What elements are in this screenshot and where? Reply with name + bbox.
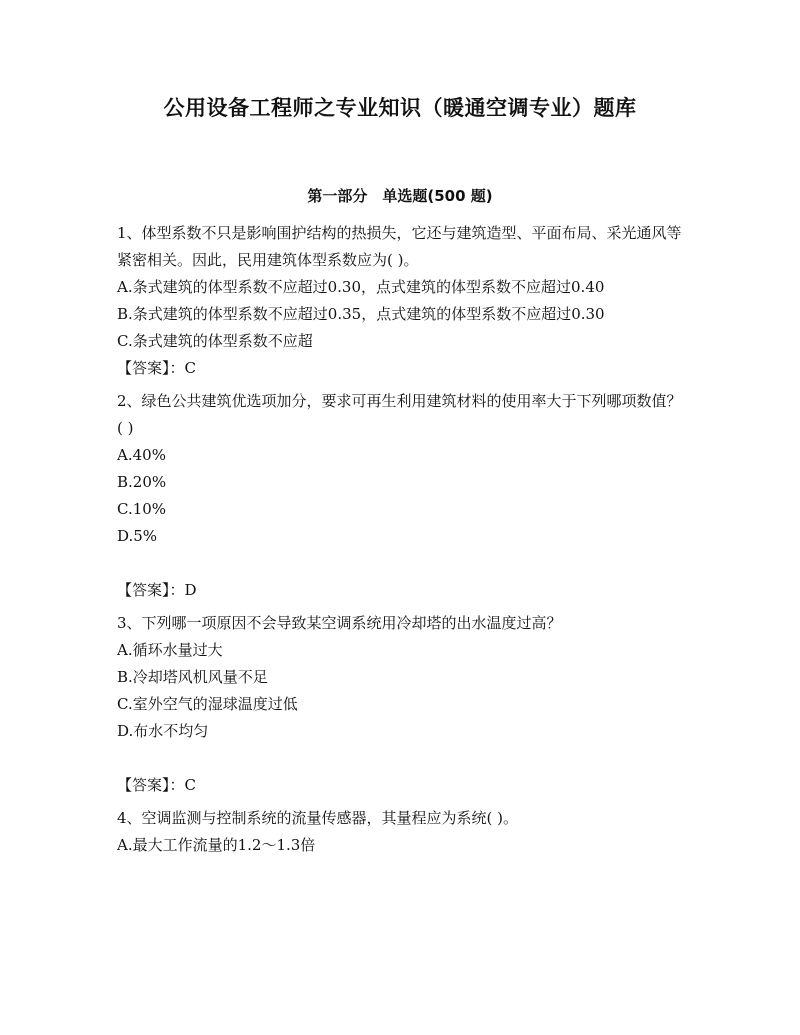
option-b: B.条式建筑的体型系数不应超过0.35，点式建筑的体型系数不应超过0.30 — [117, 305, 605, 323]
question-3 — [117, 610, 682, 799]
question-stem: 4、空调监测与控制系统的流量传感器，其量程应为系统( )。 — [117, 809, 519, 827]
option-a: A.条式建筑的体型系数不应超过0.30，点式建筑的体型系数不应超过0.40 — [117, 278, 605, 296]
question-stem: 3、下列哪一项原因不会导致某空调系统用冷却塔的出水温度过高？ — [117, 614, 562, 632]
option-c: C.10% — [117, 500, 167, 518]
option-b: B.20% — [117, 473, 167, 491]
question-stem: 1、体型系数不只是影响围护结构的热损失，它还与建筑造型、平面布局、采光通风等紧密相关。因此，民用建筑体型系数应为( )。 — [117, 224, 682, 269]
answer-label: 【答案】： — [117, 359, 185, 377]
answer-label: 【答案】： — [117, 776, 185, 794]
option-a: A.循环水量过大 — [117, 641, 223, 659]
answer-value: C — [184, 359, 196, 377]
section-title: 第一部分 单选题(500 题) — [307, 187, 493, 205]
option-c: C.条式建筑的体型系数不应超 — [117, 332, 313, 350]
question-4 — [117, 805, 682, 859]
question-stem: 2、绿色公共建筑优选项加分，要求可再生利用建筑材料的使用率大于下列哪项数值？( ) — [117, 392, 682, 437]
option-c: C.室外空气的湿球温度过低 — [117, 695, 298, 713]
answer-line — [117, 355, 682, 382]
option-a: A.40% — [117, 446, 166, 464]
option-d: D.布水不均匀 — [117, 722, 209, 740]
answer-label: 【答案】： — [117, 581, 185, 599]
option-d: D.5% — [117, 527, 158, 545]
answer-value: D — [184, 581, 197, 599]
page-title: 公用设备工程师之专业知识（暖通空调专业）题库 — [163, 96, 637, 120]
answer-line — [117, 577, 682, 604]
question-2 — [117, 388, 682, 604]
option-a: A.最大工作流量的1.2～1.3倍 — [117, 836, 316, 854]
option-b: B.冷却塔风机风量不足 — [117, 668, 268, 686]
answer-line — [117, 772, 682, 799]
answer-value: C — [184, 776, 196, 794]
question-list — [117, 220, 682, 859]
question-1 — [117, 220, 682, 382]
